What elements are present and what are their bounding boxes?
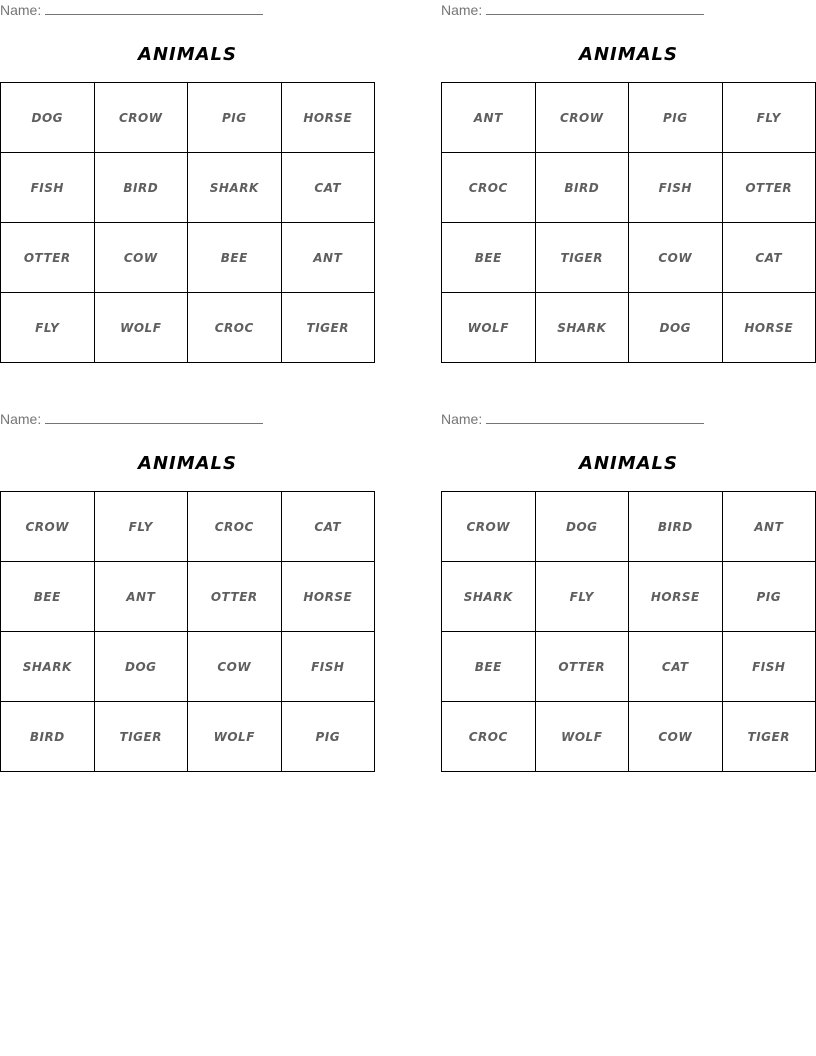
grid-row [442, 153, 816, 223]
name-field[interactable] [441, 2, 704, 18]
grid-cell: DOG [629, 293, 723, 363]
grid-cell: TIGER [281, 293, 375, 363]
grid-cell: BIRD [535, 153, 629, 223]
grid-cell: CROW [442, 492, 536, 562]
bingo-card-3 [0, 409, 375, 789]
grid-cell: CROC [188, 492, 282, 562]
grid-cell: ANT [281, 223, 375, 293]
grid-cell: DOG [1, 83, 95, 153]
grid-cell: WOLF [442, 293, 536, 363]
grid-cell: COW [188, 632, 282, 702]
grid-cell: COW [94, 223, 188, 293]
grid-row [1, 83, 375, 153]
grid-cell: BIRD [1, 702, 95, 772]
grid-cell: PIG [629, 83, 723, 153]
grid-cell: DOG [94, 632, 188, 702]
grid-row [1, 492, 375, 562]
grid-cell: ANT [94, 562, 188, 632]
bingo-card-1 [0, 0, 375, 380]
grid-cell: COW [629, 702, 723, 772]
grid-cell: WOLF [535, 702, 629, 772]
name-blank-line[interactable] [45, 411, 263, 424]
grid-cell: TIGER [722, 702, 816, 772]
name-label: Name: [441, 2, 483, 18]
name-field[interactable] [0, 411, 263, 427]
grid-cell: BIRD [629, 492, 723, 562]
grid-cell: FISH [281, 632, 375, 702]
bingo-grid [441, 82, 816, 363]
grid-cell: COW [629, 223, 723, 293]
grid-cell: PIG [281, 702, 375, 772]
grid-cell: BEE [442, 223, 536, 293]
grid-cell: CAT [722, 223, 816, 293]
grid-cell: WOLF [94, 293, 188, 363]
grid-row [1, 223, 375, 293]
grid-cell: BEE [442, 632, 536, 702]
grid-cell: SHARK [442, 562, 536, 632]
grid-row [442, 492, 816, 562]
grid-cell: PIG [188, 83, 282, 153]
grid-cell: CAT [281, 492, 375, 562]
card-title: ANIMALS [138, 44, 237, 65]
grid-cell: SHARK [188, 153, 282, 223]
grid-cell: OTTER [722, 153, 816, 223]
grid-cell: BEE [1, 562, 95, 632]
grid-cell: WOLF [188, 702, 282, 772]
grid-row [1, 293, 375, 363]
grid-cell: CROC [442, 702, 536, 772]
grid-cell: FISH [629, 153, 723, 223]
grid-cell: TIGER [94, 702, 188, 772]
name-blank-line[interactable] [486, 2, 704, 15]
name-label: Name: [441, 411, 483, 427]
grid-cell: OTTER [535, 632, 629, 702]
grid-cell: CROW [535, 83, 629, 153]
grid-cell: OTTER [188, 562, 282, 632]
grid-cell: ANT [722, 492, 816, 562]
grid-cell: HORSE [281, 83, 375, 153]
grid-cell: ANT [442, 83, 536, 153]
grid-cell: HORSE [722, 293, 816, 363]
grid-row [1, 702, 375, 772]
grid-row [442, 223, 816, 293]
grid-cell: FISH [722, 632, 816, 702]
name-label: Name: [0, 2, 42, 18]
grid-row [442, 83, 816, 153]
bingo-grid [0, 491, 375, 772]
grid-cell: HORSE [629, 562, 723, 632]
grid-cell: CROC [442, 153, 536, 223]
grid-row [1, 153, 375, 223]
bingo-grid [441, 491, 816, 772]
grid-cell: DOG [535, 492, 629, 562]
grid-cell: TIGER [535, 223, 629, 293]
grid-cell: CAT [281, 153, 375, 223]
grid-cell: OTTER [1, 223, 95, 293]
grid-row [442, 293, 816, 363]
grid-cell: FLY [535, 562, 629, 632]
grid-cell: HORSE [281, 562, 375, 632]
grid-cell: CAT [629, 632, 723, 702]
bingo-card-4 [441, 409, 816, 789]
card-title: ANIMALS [579, 44, 678, 65]
grid-cell: SHARK [1, 632, 95, 702]
grid-row [442, 562, 816, 632]
grid-row [442, 632, 816, 702]
name-field[interactable] [441, 411, 704, 427]
grid-cell: BIRD [94, 153, 188, 223]
name-blank-line[interactable] [45, 2, 263, 15]
grid-cell: FLY [94, 492, 188, 562]
card-title: ANIMALS [579, 453, 678, 474]
bingo-grid [0, 82, 375, 363]
grid-cell: FLY [722, 83, 816, 153]
grid-cell: FISH [1, 153, 95, 223]
bingo-card-2 [441, 0, 816, 380]
grid-row [1, 632, 375, 702]
grid-cell: BEE [188, 223, 282, 293]
grid-cell: FLY [1, 293, 95, 363]
grid-cell: CROW [94, 83, 188, 153]
name-field[interactable] [0, 2, 263, 18]
name-blank-line[interactable] [486, 411, 704, 424]
grid-cell: CROC [188, 293, 282, 363]
grid-row [442, 702, 816, 772]
name-label: Name: [0, 411, 42, 427]
grid-cell: SHARK [535, 293, 629, 363]
grid-row [1, 562, 375, 632]
grid-cell: PIG [722, 562, 816, 632]
grid-cell: CROW [1, 492, 95, 562]
card-title: ANIMALS [138, 453, 237, 474]
